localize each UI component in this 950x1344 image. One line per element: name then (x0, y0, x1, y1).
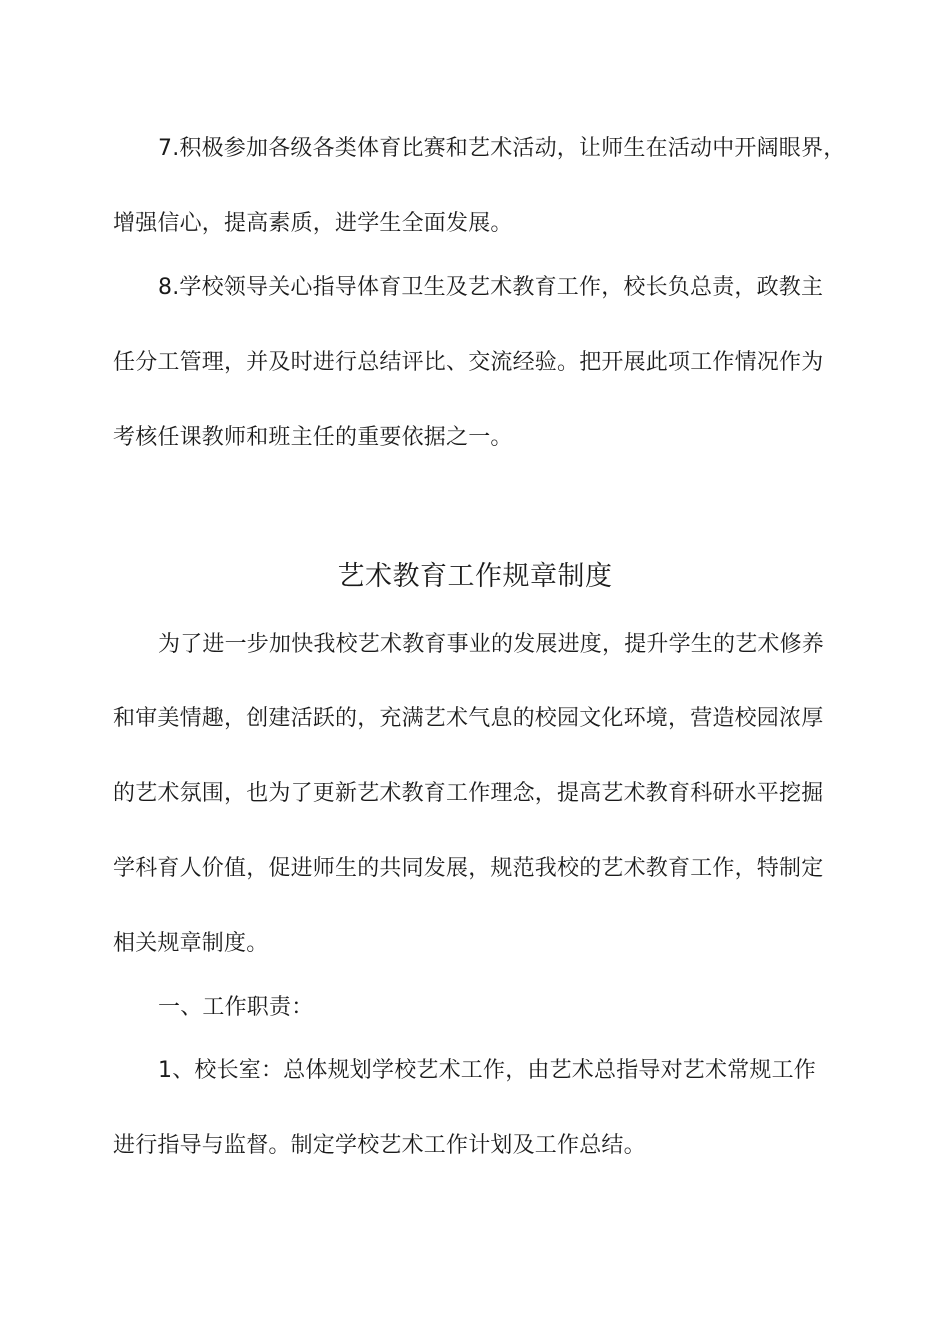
intro-line-4: 学科育人价值，促进师生的共同发展，规范我校的艺术教育工作，特制定 (113, 856, 824, 881)
duty-1-line-2: 进行指导与监督。制定学校艺术工作计划及工作总结。 (113, 1133, 646, 1158)
intro-line-1: 为了进一步加快我校艺术教育事业的发展进度，提升学生的艺术修养 (158, 632, 825, 657)
duty-1-line-1: 1、校长室：总体规划学校艺术工作，由艺术总指导对艺术常规工作 (158, 1058, 816, 1083)
intro-line-2: 和审美情趣，创建活跃的，充满艺术气息的校园文化环境，营造校园浓厚 (113, 706, 824, 731)
intro-line-5: 相关规章制度。 (113, 931, 269, 956)
item-7-line-1: 7.积极参加各级各类体育比赛和艺术活动，让师生在活动中开阔眼界， (158, 136, 846, 161)
item-8-line-2: 任分工管理，并及时进行总结评比、交流经验。把开展此项工作情况作为 (113, 350, 824, 375)
item-8-line-1: 8.学校领导关心指导体育卫生及艺术教育工作，校长负总责，政教主 (158, 275, 824, 300)
section-heading: 艺术教育工作规章制度 (337, 561, 613, 592)
item-8-line-3: 考核任课教师和班主任的重要依据之一。 (113, 425, 513, 450)
item-7-line-2: 增强信心，提高素质，进学生全面发展。 (113, 211, 513, 236)
duties-heading: 一、工作职责： (158, 995, 314, 1020)
intro-line-3: 的艺术氛围，也为了更新艺术教育工作理念，提高艺术教育科研水平挖掘 (113, 781, 824, 806)
